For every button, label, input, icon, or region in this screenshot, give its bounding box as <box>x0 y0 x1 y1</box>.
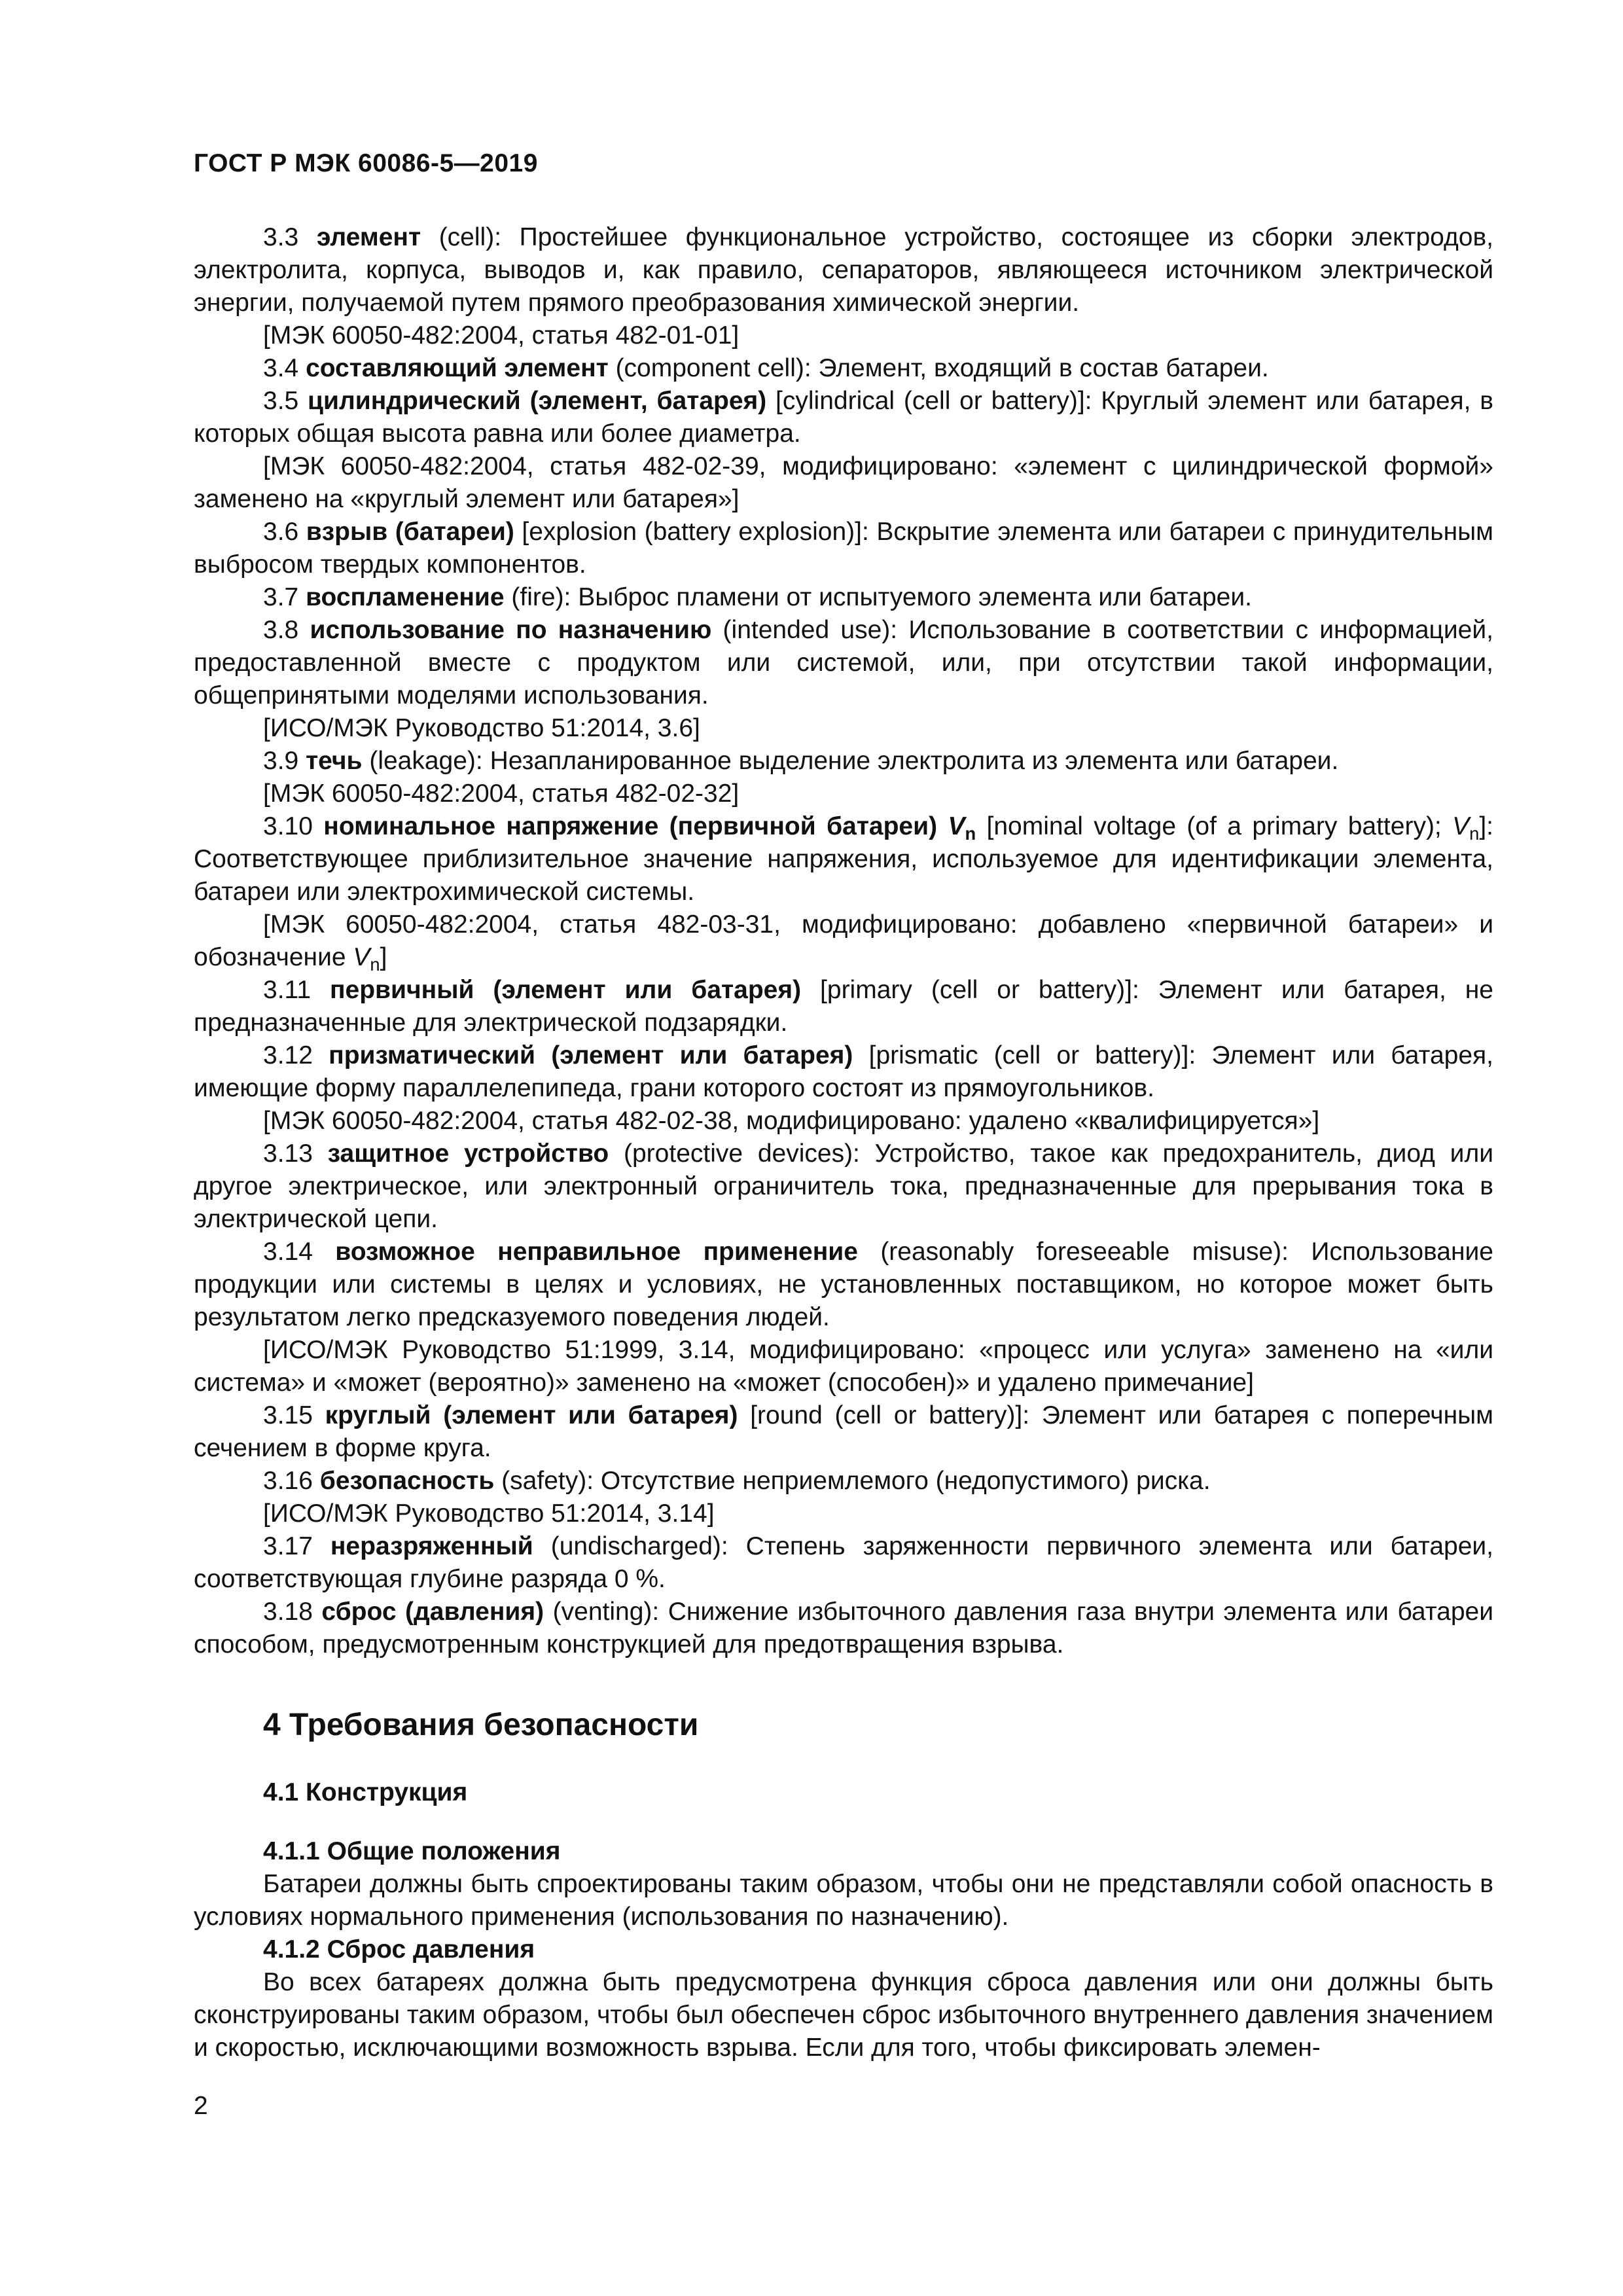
reference: [МЭК 60050-482:2004, статья 482-03-31, модифицировано: добавлено «первичной батареи» и обозначение $V_n$] <box>194 910 1493 975</box>
symbol-vn: $V_n$ <box>1452 812 1480 844</box>
reference: [МЭК 60050-482:2004, статья 482-02-39, модифицировано: «элемент с цилиндрической формой» заменено на «круглый элемент или батарея»] <box>194 452 1493 513</box>
definition-3-3: 3.3 элемент (cell): Простейшее функциональное устройство, состоящее из сборки электродов, электролита, корпуса, выводов и, как правило, сепараторов, являющееся источником электрической энергии, получаемой путем прямого преобразования химической энергии. <box>194 223 1493 317</box>
reference: [МЭК 60050-482:2004, статья 482-01-01] <box>263 321 740 350</box>
term: воспламенение <box>306 583 505 611</box>
reference: [ИСО/МЭК Руководство 51:1999, 3.14, модифицировано: «процесс или услуга» заменено на «или система» и «может (вероятно)» заменено на «может (способен)» и удалено примечание] <box>194 1336 1493 1397</box>
paragraph: Батареи должны быть спроектированы таким образом, чтобы они не представляли собой опасность в условиях нормального применения (использования по назначению). <box>194 1870 1493 1931</box>
term: элемент <box>316 223 421 251</box>
reference: [ИСО/МЭК Руководство 51:2014, 3.6] <box>263 714 700 742</box>
term: цилиндрический (элемент, батарея) <box>308 387 767 415</box>
term: первичный (элемент или батарея) <box>329 976 802 1004</box>
symbol-vn: $V_n$ <box>353 943 380 975</box>
definition-3-15: 3.15 круглый (элемент или батарея) [round (cell or battery)]: Элемент или батарея с поперечным сечением в форме круга. <box>194 1401 1493 1462</box>
term: номинальное напряжение (первичной батареи) <box>323 812 938 840</box>
term: круглый (элемент или батарея) <box>325 1401 738 1429</box>
subsection-heading: 4.1 Конструкция <box>263 1778 468 1806</box>
definition-3-4: 3.4 составляющий элемент (component cell): Элемент, входящий в состав батареи. <box>263 354 1269 382</box>
term: использование по назначению <box>310 616 712 644</box>
reference: [МЭК 60050-482:2004, статья 482-02-32] <box>263 780 740 808</box>
subsubsection-heading: 4.1.2 Сброс давления <box>263 1935 535 1964</box>
definition-3-6: 3.6 взрыв (батареи) [explosion (battery explosion)]: Вскрытие элемента или батареи с принудительным выбросом твердых компонентов. <box>194 518 1493 579</box>
definition-3-5: 3.5 цилиндрический (элемент, батарея) [cylindrical (cell or battery)]: Круглый элемент или батарея, в которых общая высота равна или более диаметра. <box>194 387 1493 448</box>
term: взрыв (батареи) <box>306 518 514 546</box>
term: составляющий элемент <box>306 354 609 382</box>
term: течь <box>306 747 363 775</box>
definition-3-17: 3.17 неразряженный (undischarged): Степень заряженности первичного элемента или батареи, соответствующая глубине разряда 0 %. <box>194 1532 1494 1593</box>
definition-3-9: 3.9 течь (leakage): Незапланированное выделение электролита из элемента или батареи. <box>263 747 1339 775</box>
term: безопасность <box>319 1467 495 1495</box>
document-body <box>194 221 1493 2064</box>
definition-3-12: 3.12 призматический (элемент или батарея) [prismatic (cell or battery)]: Элемент или батарея, имеющие форму параллелепипеда, грани которого состоят из прямоугольников. <box>194 1041 1493 1102</box>
term: возможное неправильное применение <box>335 1238 858 1266</box>
definition-3-11: 3.11 первичный (элемент или батарея) [primary (cell or battery)]: Элемент или батарея, не предназначенные для электрической подзарядки. <box>194 976 1493 1037</box>
definition-3-7: 3.7 воспламенение (fire): Выброс пламени от испытуемого элемента или батареи. <box>263 583 1252 611</box>
definition-3-8: 3.8 использование по назначению (intended use): Использование в соответствии с информацией, предоставленной вместе с продуктом или системой, или, при отсутствии такой информации, общепринятыми моделями использования. <box>194 616 1493 709</box>
term: неразряженный <box>330 1532 533 1560</box>
definition-3-16: 3.16 безопасность (safety): Отсутствие неприемлемого (недопустимого) риска. <box>263 1467 1211 1495</box>
paragraph: Во всех батареях должна быть предусмотрена функция сброса давления или они должны быть сконструированы таким образом, чтобы был обеспечен сброс избыточного внутреннего давления значением и скоростью, исключающими возможность взрыва. Если для того, чтобы фиксировать элемен- <box>194 1968 1493 2062</box>
definition-3-10: 3.10 номинальное напряжение (первичной батареи) $V_n$ [nominal voltage (of a primary battery); $V_n$]: Соответствующее приблизительное значение напряжения, используемое для идентификации элемента, батареи или электрохимической системы. <box>194 812 1494 906</box>
subsubsection-heading: 4.1.1 Общие положения <box>263 1837 561 1865</box>
term: призматический (элемент или батарея) <box>329 1041 853 1069</box>
definition-3-18: 3.18 сброс (давления) (venting): Снижение избыточного давления газа внутри элемента или батареи способом, предусмотренным конструкцией для предотвращения взрыва. <box>194 1598 1493 1659</box>
section-heading: 4 Требования безопасности <box>263 1708 699 1742</box>
symbol-vn: $V_n$ <box>948 812 976 844</box>
reference: [МЭК 60050-482:2004, статья 482-02-38, модифицировано: удалено «квалифицируется»] <box>263 1107 1320 1135</box>
definition-3-14: 3.14 возможное неправильное применение (reasonably foreseeable misuse): Использование продукции или системы в целях и условиях, не установленных поставщиком, но которое может быть результатом легко предсказуемого поведения людей. <box>194 1238 1493 1331</box>
definition-3-13: 3.13 защитное устройство (protective devices): Устройство, такое как предохранитель, диод или другое электрическое, или электронный ограничитель тока, предназначенные для прерывания тока в электрической цепи. <box>194 1139 1493 1233</box>
term: защитное устройство <box>327 1139 609 1168</box>
page-number: 2 <box>194 2092 208 2120</box>
reference: [ИСО/МЭК Руководство 51:2014, 3.14] <box>263 1499 715 1528</box>
document-header: ГОСТ Р МЭК 60086-5—2019 <box>194 149 538 177</box>
term: сброс (давления) <box>321 1598 544 1626</box>
